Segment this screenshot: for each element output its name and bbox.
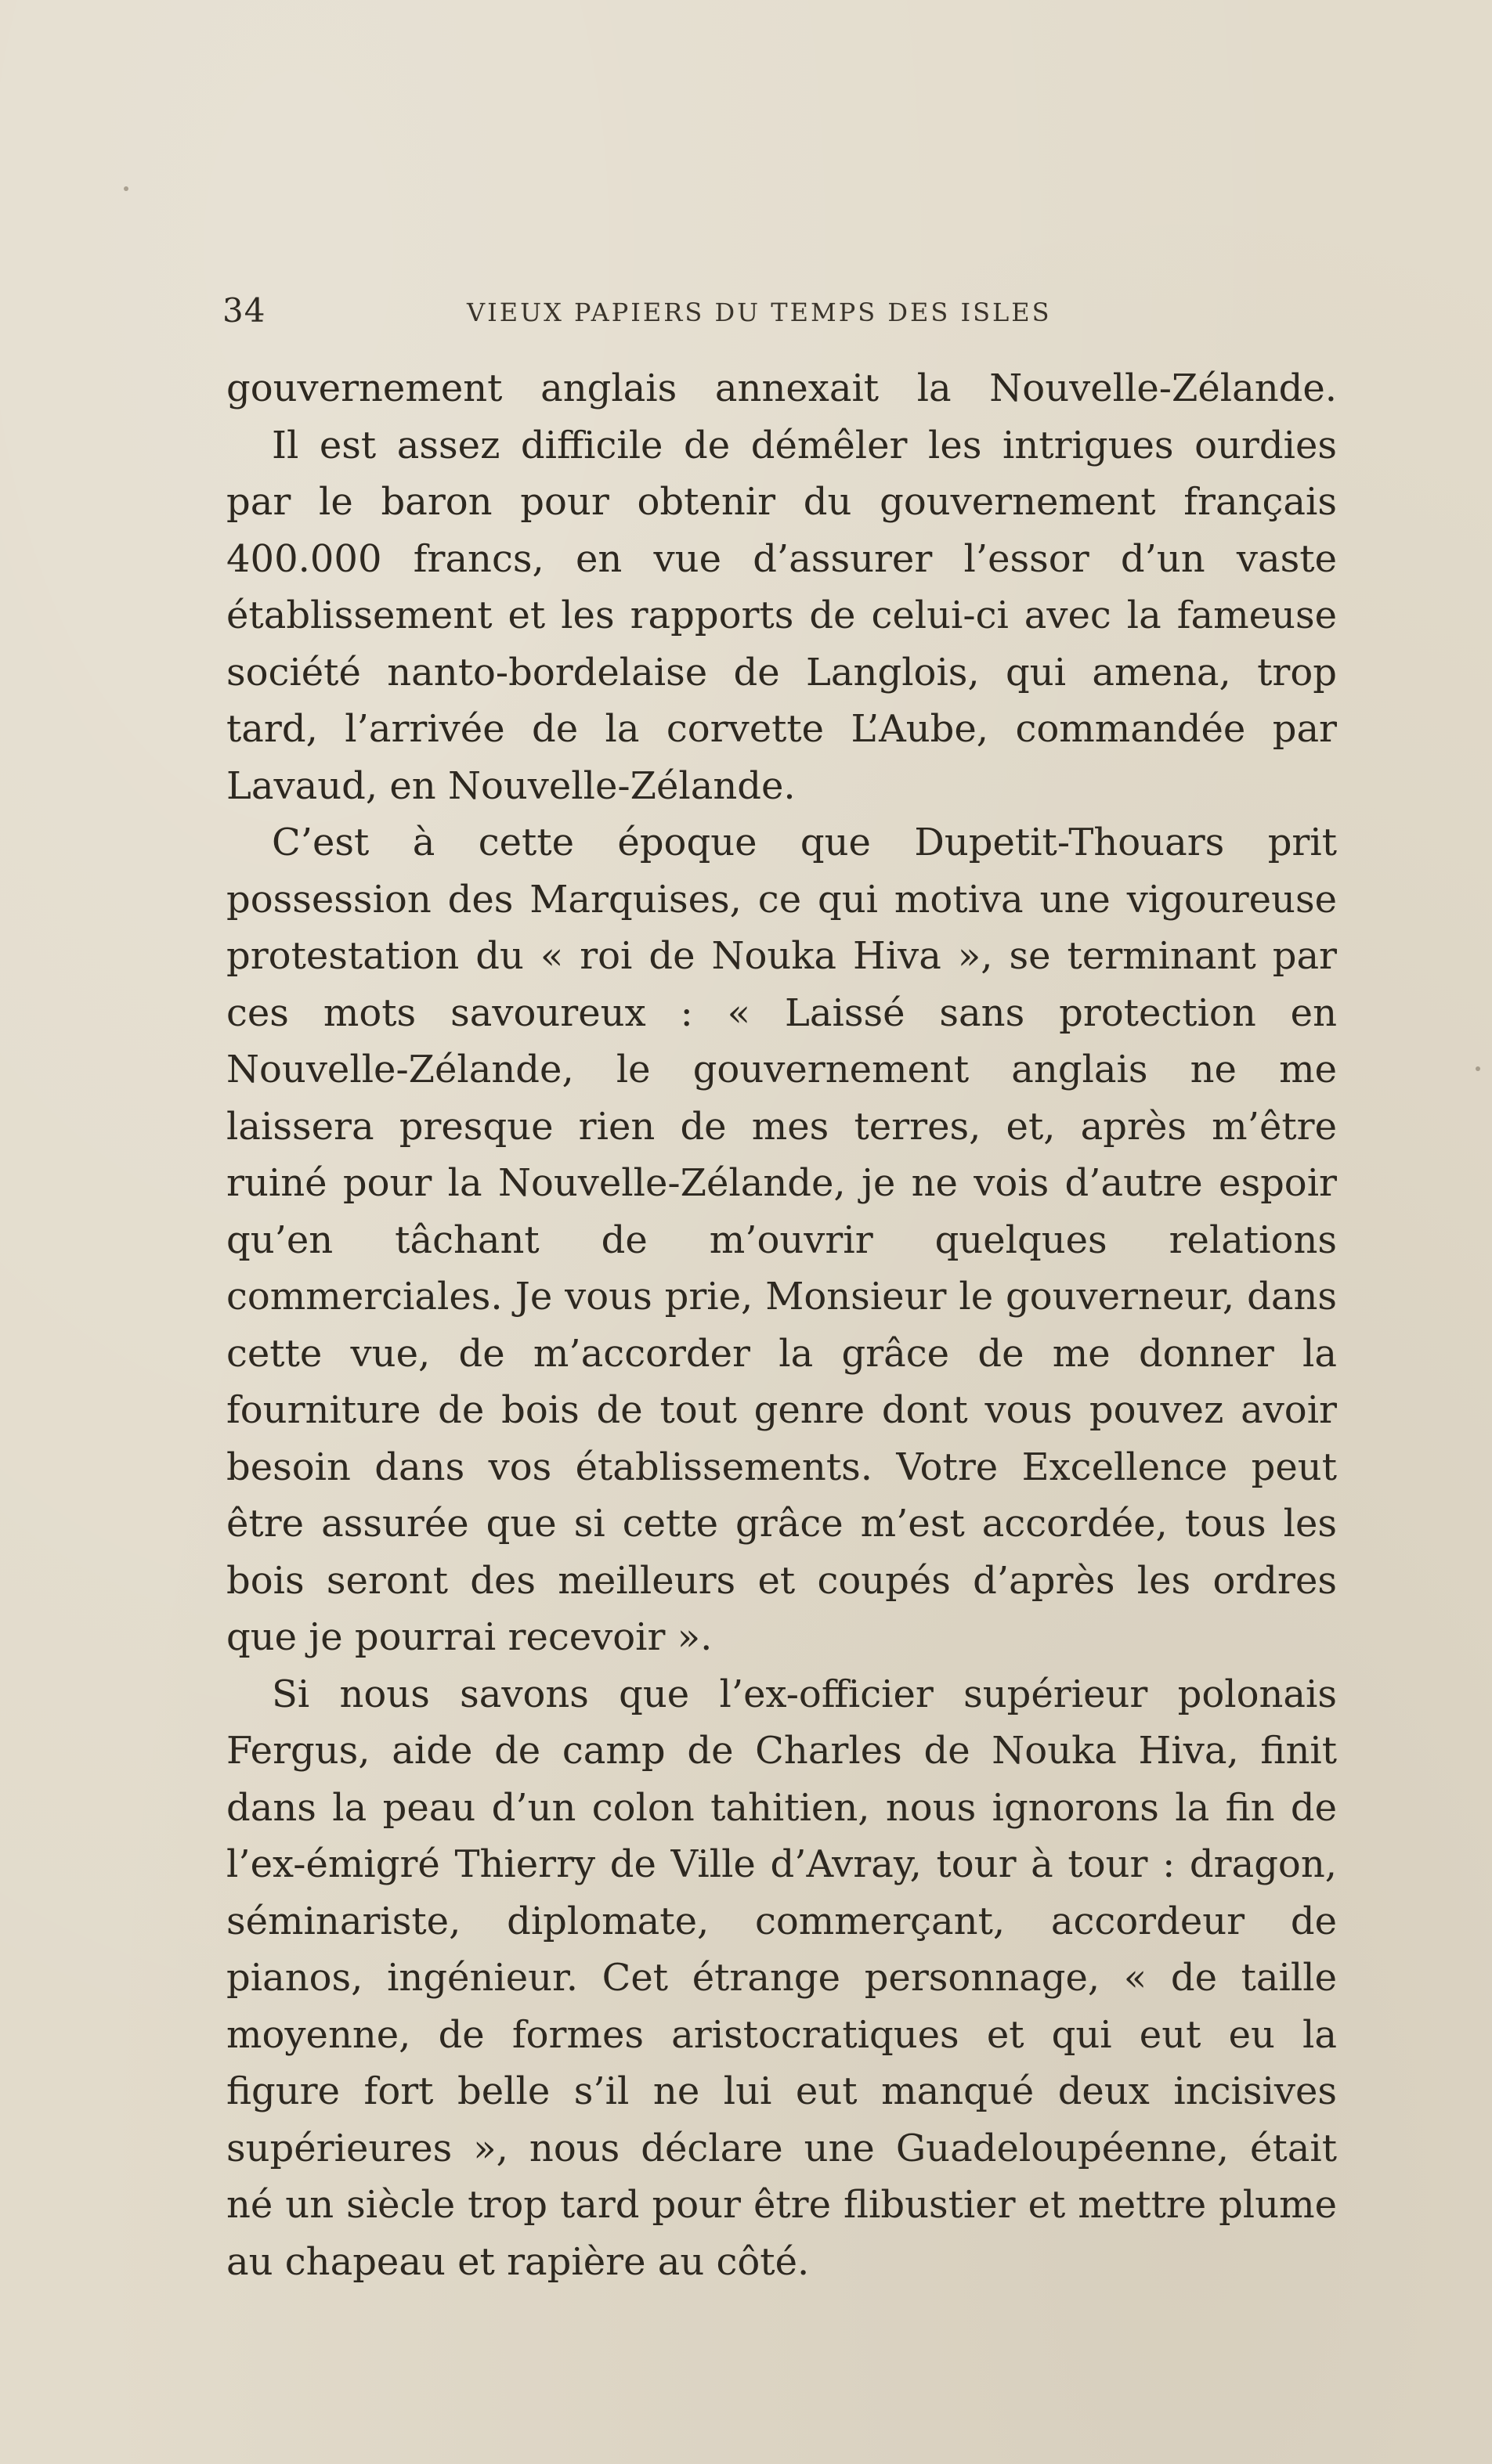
paragraph: Il est assez difficile de démêler les intrigues ourdies par le baron pour obtenir du gouvernement français 400.000 francs, en vue d’assurer l’essor d’un vaste établissement et les rapports de celui-ci avec la fameuse société nanto-bordelaise de Langlois, qui amena, trop tard, l’arrivée de la corvette L’Aube, commandée par Lavaud, en Nouvelle-Zélande. bbox=[226, 423, 1337, 808]
paragraph: gouvernement anglais annexait la Nouvelle-Zélande. bbox=[226, 366, 1337, 410]
body-text bbox=[226, 360, 1337, 2290]
paragraph: C’est à cette époque que Dupetit-Thouars prit possession des Marquises, ce qui motiva une vigoureuse protestation du « roi de Nouka Hiva », se terminant par ces mots savoureux : « Laissé sans protection en Nouvelle-Zélande, le gouvernement anglais ne me laissera presque rien de mes terres, et, après m’être ruiné pour la Nouvelle-Zélande, je ne vois d’autre espoir qu’en tâchant de m’ouvrir quelques relations commerciales. Je vous prie, Monsieur le gouverneur, dans cette vue, de m’accorder la grâce de me donner la fourniture de bois de tout genre dont vous pouvez avoir besoin dans vos établissements. Votre Excellence peut être assurée que si cette grâce m’est accordée, tous les bois seront des meilleurs et coupés d’après les ordres que je pourrai recevoir ». bbox=[226, 821, 1337, 1659]
paper-speck bbox=[1476, 1066, 1480, 1071]
paragraph: Si nous savons que l’ex-officier supérieur polonais Fergus, aide de camp de Charles de Nouka Hiva, finit dans la peau d’un colon tahitien, nous ignorons la fin de l’ex-émigré Thierry de Ville d’Avray, tour à tour : dragon, séminariste, diplomate, commerçant, accordeur de pianos, ingénieur. Cet étrange personnage, « de taille moyenne, de formes aristocratiques et qui eut eu la figure fort belle s’il ne lui eut manqué deux incisives supérieures », nous déclare une Guadeloupéenne, était né un siècle trop tard pour être flibustier et mettre plume au chapeau et rapière au côté. bbox=[226, 1672, 1337, 2284]
page-number: 34 bbox=[222, 291, 266, 330]
paper-speck bbox=[124, 186, 128, 191]
running-title: VIEUX PAPIERS DU TEMPS DES ISLES bbox=[467, 298, 1052, 327]
page-header bbox=[222, 291, 1335, 338]
